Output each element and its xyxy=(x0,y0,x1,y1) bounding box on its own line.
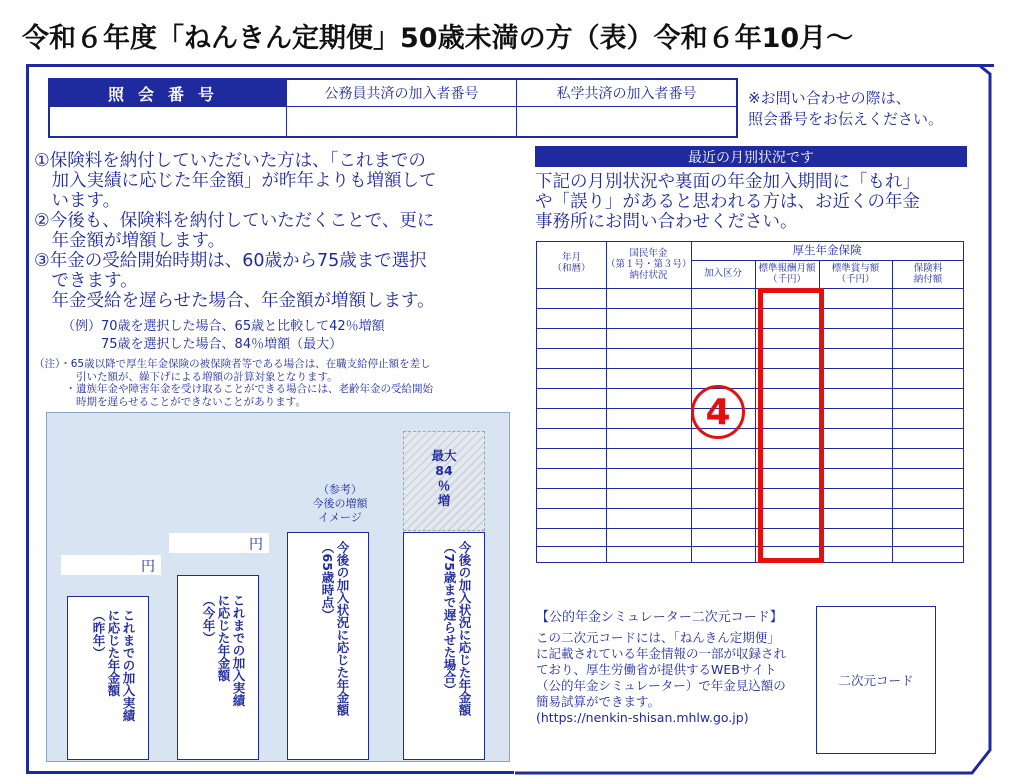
header-enrollment-type: 加入区分 xyxy=(703,268,742,279)
header-national-pension: 国民年金 （第１号・第３号） 納付状況 xyxy=(606,248,692,281)
bar-age-75-label: 今後の加入状況に応じた年金額 （75歳まで遅らせた場合） xyxy=(442,541,472,716)
frame-left-border xyxy=(26,64,29,774)
max-increase-label: 最大 84 ％ 増 xyxy=(431,448,457,508)
col-divider xyxy=(755,260,756,562)
yen-box-last-year xyxy=(61,555,161,575)
group-underline xyxy=(691,260,963,261)
monthly-status-table xyxy=(536,241,964,563)
col-divider xyxy=(606,242,607,562)
note-text: （注）・65歳以降で厚生年金保険の被保険者等である場合は、在職支給停止額を差し 引いた額が、繰下げによる増額の計算対象となります。 ・遺族年金や障害年金を受け取ることができる場合には、老齢年金の受給開始 時期を遅らせることができないことがあります。 xyxy=(34,358,433,408)
item-2: ②今後も、保険料を納付していただくことで、更に 年金額が増額します。 xyxy=(34,211,435,251)
bar-this-year xyxy=(177,575,259,760)
col-divider xyxy=(892,260,893,562)
table-row xyxy=(537,488,963,489)
table-row xyxy=(537,388,963,389)
header-standard-bonus: 標準賞与額 （千円） xyxy=(831,263,880,285)
ref-col-private-school: 私学共済の加入者番号 xyxy=(516,80,736,107)
bar-age-65-label: 今後の加入状況に応じた年金額 （65歳時点） xyxy=(320,541,350,716)
table-row xyxy=(537,408,963,409)
reference-image-label: （参考） 今後の増額 イメージ xyxy=(312,483,368,524)
bar-age-65 xyxy=(287,532,369,760)
table-row xyxy=(537,328,963,329)
yen-label: 円 xyxy=(141,559,155,575)
recent-status-header: 最近の月別状況です xyxy=(535,146,967,167)
item-3: ③年金の受給開始時期は、60歳から75歳まで選択 できます。 年金受給を遅らせた場合、年金額が増額します。 xyxy=(34,251,435,311)
table-row xyxy=(537,428,963,429)
yen-box-this-year xyxy=(169,533,269,553)
frame-bottom-border xyxy=(26,771,514,774)
table-row xyxy=(537,368,963,369)
recent-status-text: 下記の月別状況や裏面の年金加入期間に「もれ」 や「誤り」があると思われる方は、お近くの年金 事務所にお問い合わせください。 xyxy=(535,172,920,232)
ref-col-civil-servant: 公務員共済の加入者番号 xyxy=(286,80,516,107)
item-1: ①保険料を納付していただいた方は、「これまでの 加入実績に応じた年金額」が昨年よりも増額して います。 xyxy=(34,151,437,211)
example-text: （例）70歳を選択した場合、65歳と比較して42％増額 75歳を選択した場合、84％増額（最大） xyxy=(62,319,385,352)
ref-value-private-school xyxy=(516,107,736,136)
table-row xyxy=(537,308,963,309)
ref-value-civil-servant xyxy=(286,107,516,136)
header-year-month: 年月 （和暦） xyxy=(552,252,591,274)
bar-last-year-label: これまでの加入実績 に応じた年金額 （昨年） xyxy=(91,609,136,722)
qr-code-box xyxy=(816,606,936,754)
standard-monthly-highlight xyxy=(758,288,824,563)
header-premium-paid: 保険料 納付額 xyxy=(913,263,943,285)
ref-col-inquiry-number: 照会番号 xyxy=(50,80,286,107)
qr-title: 【公的年金シミュレーター二次元コード】 xyxy=(536,610,783,625)
table-row xyxy=(537,468,963,469)
page-title: 令和６年度「ねんきん定期便」50歳未満の方（表）令和６年10月～ xyxy=(22,23,854,54)
bar-age-75 xyxy=(403,532,485,760)
ref-value-inquiry-number xyxy=(50,107,286,136)
table-row xyxy=(537,288,963,289)
ref-note: ※お問い合わせの際は、 照会番号をお伝えください。 xyxy=(748,89,944,128)
table-row xyxy=(537,348,963,349)
table-row xyxy=(537,546,963,547)
header-kosei-nenkin: 厚生年金保険 xyxy=(792,243,862,257)
marker-circle-4: 4 xyxy=(691,385,745,439)
pension-increase-illustration xyxy=(46,412,510,762)
bar-last-year xyxy=(67,596,149,760)
table-row xyxy=(537,528,963,529)
table-row xyxy=(537,508,963,509)
max-increase-area xyxy=(403,431,485,531)
bar-this-year-label: これまでの加入実績 に応じた年金額 （今年） xyxy=(201,594,246,707)
table-row xyxy=(537,448,963,449)
header-standard-monthly: 標準報酬月額 （千円） xyxy=(758,263,816,285)
qr-description: この二次元コードには、「ねんきん定期便」 に記載されている年金情報の一部が収録され ており、厚生労働省が提供するWEBサイト （公的年金シミュレーター）で年金見込額の 簡易試算ができます。 (https://nenkin-shisan.mhlw.go.jp) xyxy=(536,630,787,725)
qr-code-label: 二次元コード xyxy=(838,673,914,688)
reference-number-table xyxy=(48,78,738,138)
yen-label: 円 xyxy=(249,537,263,553)
